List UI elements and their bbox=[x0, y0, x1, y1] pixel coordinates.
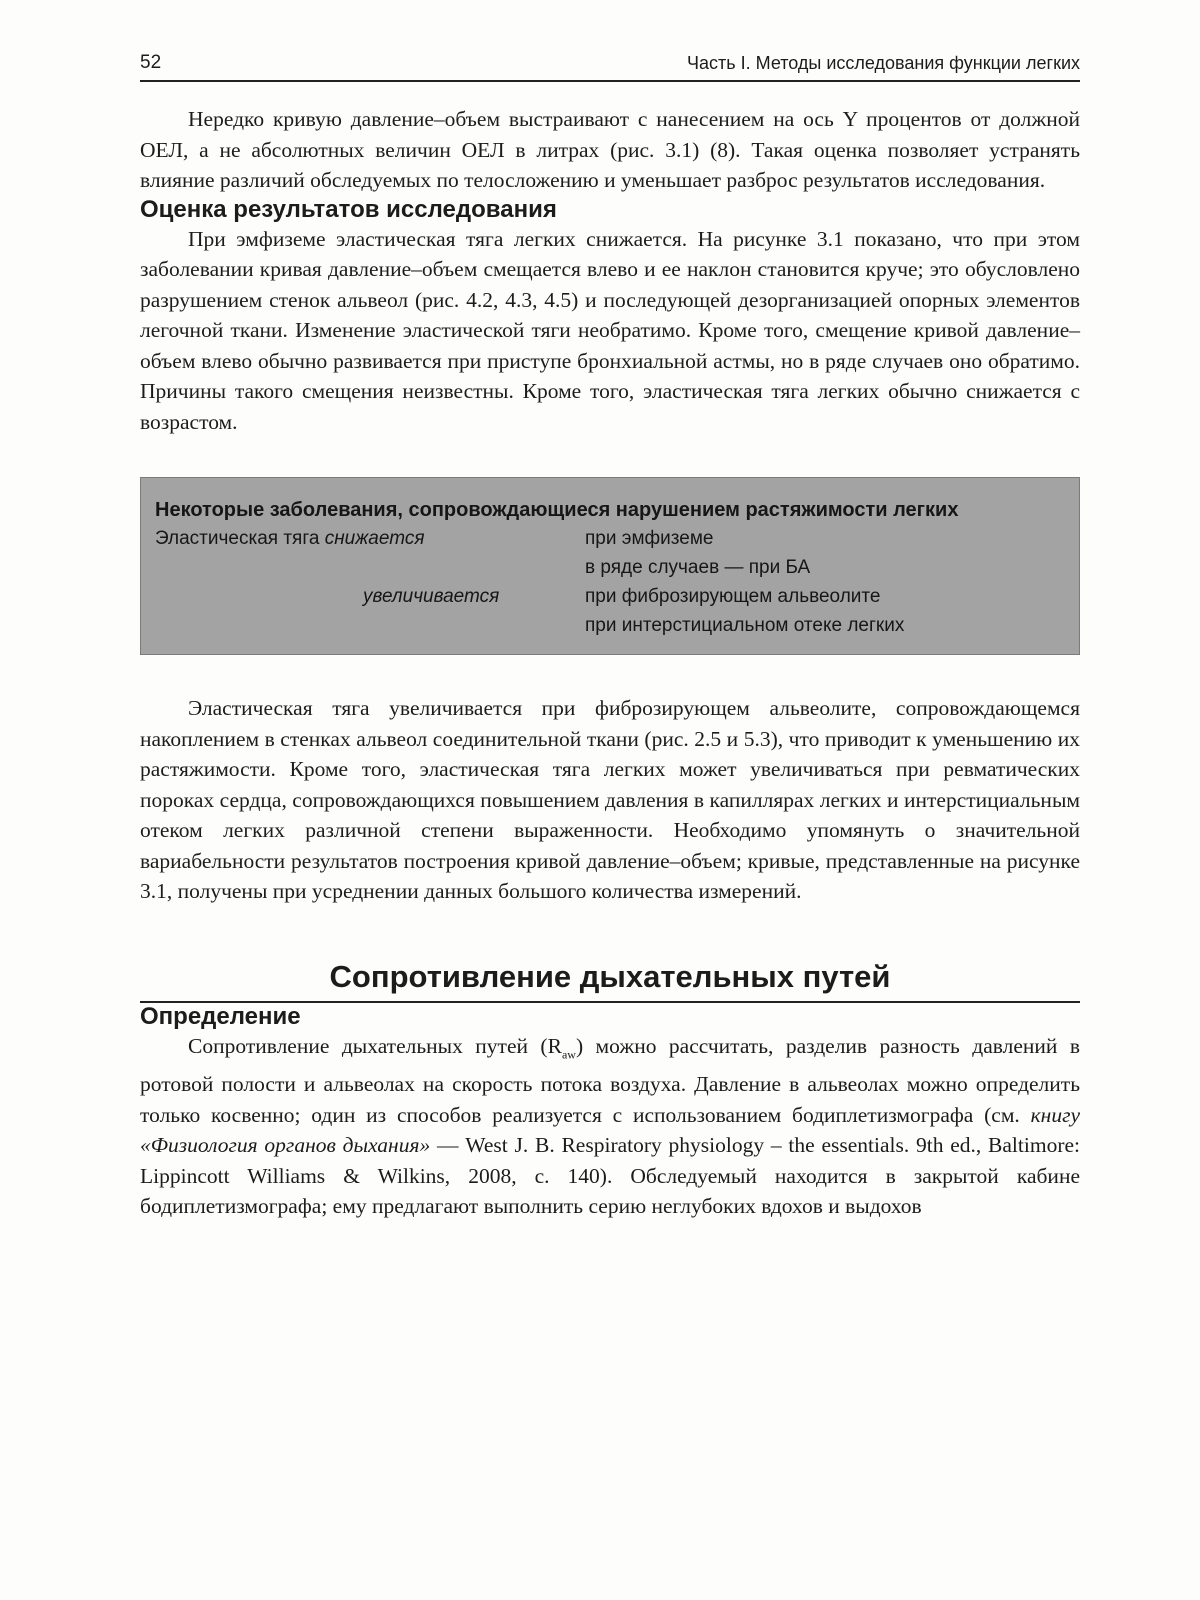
section-title: Сопротивление дыхательных путей bbox=[140, 959, 1080, 1003]
info-box-item: при эмфиземе bbox=[585, 528, 714, 549]
heading-definition: Определение bbox=[140, 1002, 301, 1030]
info-box-item: в ряде случаев — при БА bbox=[585, 557, 811, 578]
info-box-row bbox=[155, 524, 1065, 553]
paragraph-3: Эластическая тяга увеличивается при фиброзирующем альвеолите, сопровождающемся накоплением в стенках альвеол соединительной ткани (рис. 2.5 и 5.3), что приводит к уменьшению их растяжимости. Кроме того, эластическая тяга легких может увеличиваться при ревматических пороках сердца, сопровождающихся повышением давления в капиллярах легких и интерстициальным отеком легких различной степени выраженности. Необходимо упомянуть о значительной вариабельности результатов построения кривой давление–объем; кривые, представленные на рисунке 3.1, получены при усреднении данных большого количества измерений. bbox=[140, 696, 1080, 903]
part-title: Часть I. Методы исследования функции легких bbox=[687, 53, 1080, 73]
info-box-row bbox=[155, 553, 1065, 582]
book-page bbox=[140, 52, 1080, 1222]
label-decreased: снижается bbox=[324, 528, 425, 549]
paragraph-2: При эмфиземе эластическая тяга легких снижается. На рисунке 3.1 показано, что при этом заболевании кривая давление–объем смещается влево и ее наклон становится круче; это обусловлено разрушением стенок альвеол (рис. 4.2, 4.3, 4.5) и последующей дезорганизацией опорных элементов легочной ткани. Изменение эластической тяги необратимо. Кроме того, смещение кривой давление–объем влево обычно развивается при приступе бронхиальной астмы, но в ряде случаев оно обратимо. Причины такого смещения неизвестны. Кроме того, эластическая тяга легких обычно снижается с возрастом. bbox=[140, 226, 1080, 434]
label-increased: увеличивается bbox=[363, 586, 500, 607]
info-box-item: при интерстициальном отеке легких bbox=[585, 615, 905, 636]
running-head bbox=[140, 52, 1080, 82]
label-prefix: Эластическая тяга bbox=[155, 528, 320, 549]
info-box-row bbox=[155, 582, 1065, 611]
paragraph-4: Сопротивление дыхательных путей $(R_{aw})$ можно рассчитать, разделив разность давлений в ротовой полости и альвеолах на скорость потока воздуха. Давление в альвеолах можно определить только косвенно; один из способов реализуется с использованием бодиплетизмографа (см. книгу «Физиология органов дыхания» — West J. B. Respiratory physiology – the essentials. 9th ed., Baltimore: Lippincott Williams & Wilkins, 2008, с. 140). Обследуемый находится в закрытой кабине бодиплетизмографа; ему предлагают выполнить серию неглубоких вдохов и выдохов bbox=[140, 1033, 1081, 1219]
info-box-row bbox=[155, 611, 1065, 640]
info-box-item: при фиброзирующем альвеолите bbox=[585, 586, 881, 607]
heading-evaluation: Оценка результатов исследования bbox=[140, 195, 557, 223]
page-number: 52 bbox=[140, 52, 162, 73]
info-box-label bbox=[155, 524, 585, 553]
paragraph-1: Нередко кривую давление–объем выстраивают с нанесением на ось Y процентов от должной ОЕЛ, а не абсолютных величин ОЕЛ в литрах (рис. 3.1) (8). Такая оценка позволяет устранять влияние различий обследуемых по телосложению и уменьшает разброс результатов исследования. bbox=[140, 107, 1080, 192]
info-box bbox=[140, 477, 1080, 655]
info-box-title: Некоторые заболевания, сопровождающиеся нарушением растяжимости легких bbox=[155, 499, 959, 521]
